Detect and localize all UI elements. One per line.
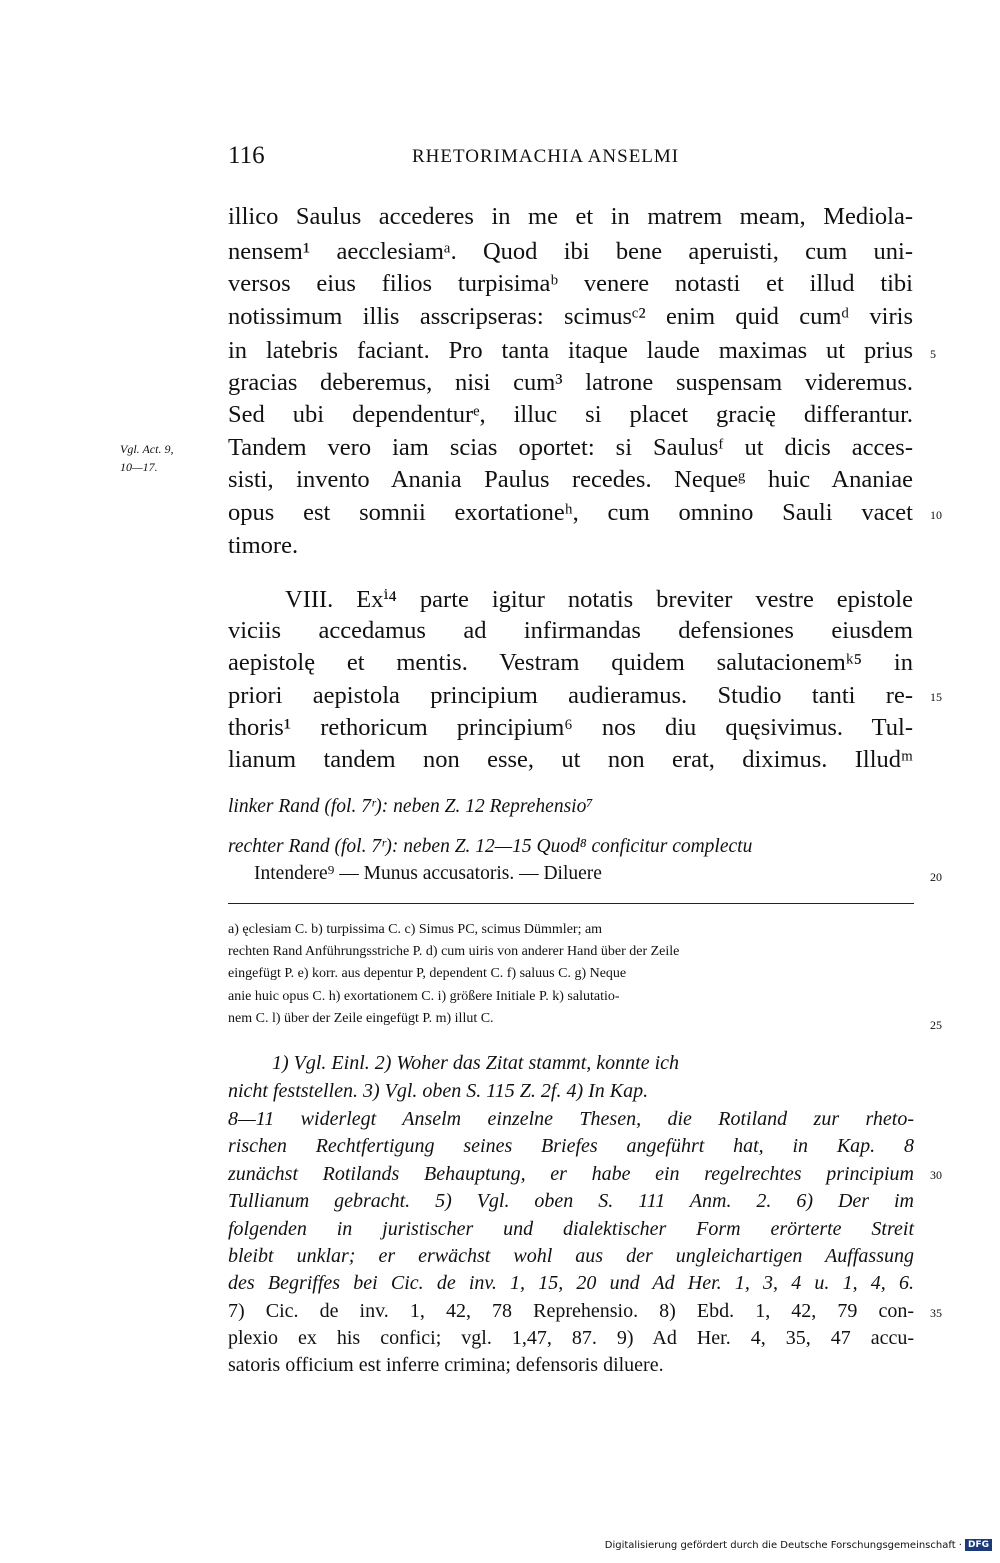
line-number: 15 — [930, 690, 942, 704]
body-line: priori aepistola principium audieramus. Studio tanti re- — [228, 682, 913, 709]
note-line: plexio ex his confici; vgl. 1,47, 87. 9) Ad Her. 4, 35, 47 accu- — [228, 1327, 914, 1349]
body-line: thoris¹ rethoricum principium⁶ nos diu quęsivimus. Tul- — [228, 714, 913, 741]
body-line: opus est somnii exortationeʰ, cum omnino Sauli vacet — [228, 499, 913, 526]
divider — [228, 903, 914, 904]
body-line: notissimum illis asscripseras: scimusᶜ² enim quid cumᵈ viris — [228, 303, 913, 330]
apparatus-left-margin: linker Rand (fol. 7ʳ): neben Z. 12 Reprehensio⁷ — [228, 796, 594, 817]
note-line: satoris officium est inferre crimina; defensoris diluere. — [228, 1354, 664, 1376]
note-line: bleibt unklar; er erwächst wohl aus der ungleichartigen Auffassung — [228, 1245, 914, 1267]
note-line: zunächst Rotilands Behauptung, er habe ein regelrechtes principium — [228, 1163, 914, 1185]
body-line: viciis accedamus ad infirmandas defensiones eiusdem — [228, 617, 913, 644]
line-number: 20 — [930, 870, 942, 884]
critical-note-line: eingefügt P. e) korr. aus depentur P, dependent C. f) saluus C. g) Neque — [228, 966, 627, 981]
note-line: 8—11 widerlegt Anselm einzelne Thesen, die Rotiland zur rheto- — [228, 1108, 914, 1130]
line-number: 35 — [930, 1306, 942, 1320]
critical-note-line: a) ęclesiam C. b) turpissima C. c) Simus PC, scimus Dümmler; am — [228, 922, 603, 937]
note-line: 1) Vgl. Einl. 2) Woher das Zitat stammt, konnte ich — [272, 1052, 680, 1074]
body-line: lianum tandem non esse, ut non erat, diximus. Illudᵐ — [228, 746, 913, 773]
body-line: versos eius filios turpisimaᵇ venere notasti et illud tibi — [228, 270, 913, 297]
line-number: 30 — [930, 1168, 942, 1182]
marginal-reference: Vgl. Act. 9, — [120, 442, 174, 456]
line-number: 10 — [930, 508, 942, 522]
credit-text: Digitalisierung gefördert durch die Deutsche Forschungsgemeinschaft · — [604, 1539, 962, 1551]
body-line: illico Saulus accederes in me et in matrem meam, Mediola- — [228, 203, 913, 230]
body-line: nensem¹ aecclesiamᵃ. Quod ibi bene aperuisti, cum uni- — [228, 238, 913, 265]
critical-note-line: nem C. l) über der Zeile eingefügt P. m) illut C. — [228, 1011, 494, 1026]
section-heading-line: VIII. Exⁱ⁴ parte igitur notatis breviter vestre epistole — [285, 586, 913, 613]
line-number: 5 — [930, 347, 936, 361]
body-line: timore. — [228, 532, 299, 559]
note-line: Tullianum gebracht. 5) Vgl. oben S. 111 Anm. 2. 6) Der im — [228, 1190, 914, 1212]
body-line: gracias deberemus, nisi cum³ latrone suspensam videremus. — [228, 369, 913, 396]
body-line: sisti, invento Anania Paulus recedes. Nequeᵍ huic Ananiae — [228, 466, 913, 493]
note-line: 7) Cic. de inv. 1, 42, 78 Reprehensio. 8) Ebd. 1, 42, 79 con- — [228, 1300, 914, 1322]
note-line: des Begriffes bei Cic. de inv. 1, 15, 20 und Ad Her. 1, 3, 4 u. 1, 4, 6. — [228, 1272, 914, 1294]
dfg-logo: DFG — [965, 1539, 992, 1551]
apparatus-right-margin-cont: Intendere⁹ — Munus accusatoris. — Diluere — [254, 863, 602, 884]
running-head: RHETORIMACHIA ANSELMI — [412, 146, 680, 167]
critical-note-line: anie huic opus C. h) exortationem C. i) größere Initiale P. k) salutatio- — [228, 989, 620, 1004]
line-number: 25 — [930, 1018, 942, 1032]
note-line: folgenden in juristischer und dialektischer Form erörterte Streit — [228, 1218, 914, 1240]
marginal-reference: 10—17. — [120, 460, 158, 474]
body-line: in latebris faciant. Pro tanta itaque laude maximas ut prius — [228, 337, 913, 364]
body-line: Tandem vero iam scias oportet: si Saulusᶠ ut dicis acces- — [228, 434, 913, 461]
critical-note-line: rechten Rand Anführungsstriche P. d) cum uiris von anderer Hand über der Zeile — [228, 944, 680, 959]
body-line: aepistolę et mentis. Vestram quidem salutacionemᵏ⁵ in — [228, 649, 913, 676]
page-number: 116 — [228, 142, 265, 169]
body-line: Sed ubi dependenturᵉ, illuc si placet gracię differantur. — [228, 401, 913, 428]
note-line: nicht feststellen. 3) Vgl. oben S. 115 Z. 2f. 4) In Kap. — [228, 1080, 649, 1102]
apparatus-right-margin: rechter Rand (fol. 7ʳ): neben Z. 12—15 Quod⁸ conficitur complectu — [228, 836, 753, 857]
digitization-credit — [605, 1539, 992, 1551]
note-line: rischen Rechtfertigung seines Briefes angeführt hat, in Kap. 8 — [228, 1135, 914, 1157]
